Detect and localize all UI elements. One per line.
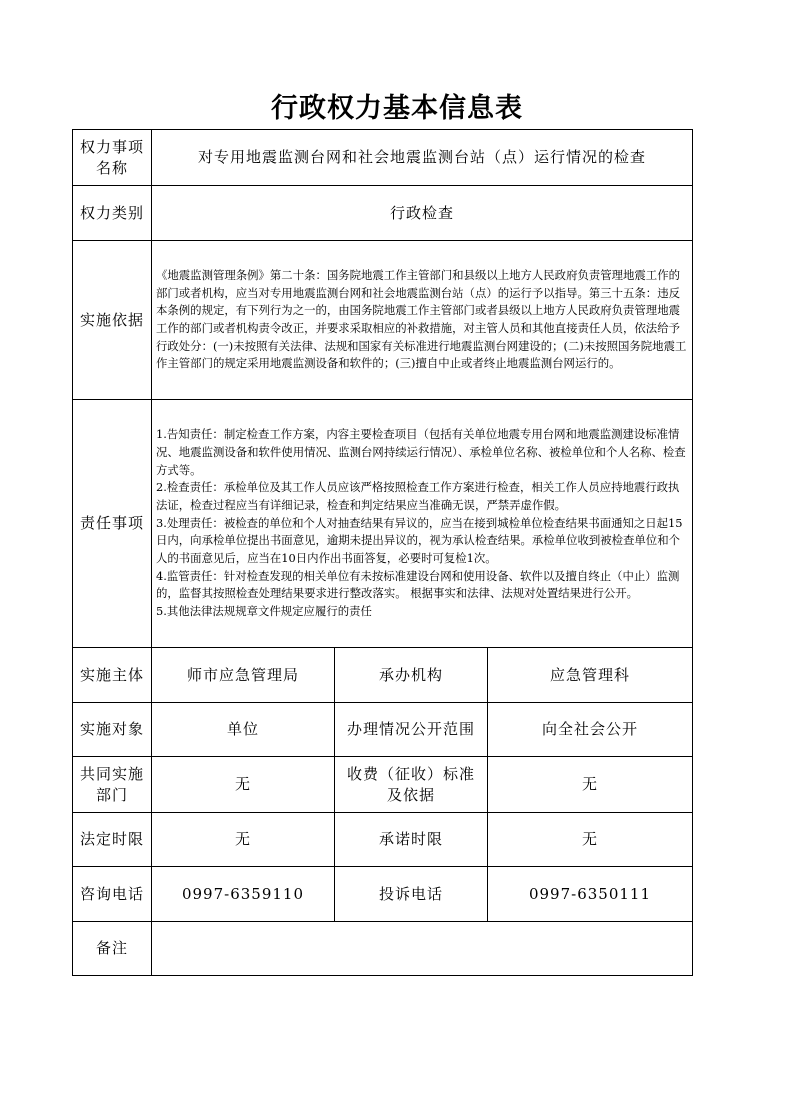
- row-phone: [73, 867, 693, 922]
- value-complaint-phone: 0997-6350111: [488, 867, 693, 922]
- value-fee: 无: [488, 757, 693, 813]
- label-deadline: 法定时限: [73, 813, 152, 867]
- value-duty: [152, 400, 693, 648]
- label-consult-phone: 咨询电话: [73, 867, 152, 922]
- row-duty: [73, 400, 693, 648]
- row-name: [73, 130, 693, 186]
- value-name: 对专用地震监测台网和社会地震监测台站（点）运行情况的检查: [152, 130, 693, 186]
- value-joint: 无: [152, 757, 335, 813]
- label-category: 权力类别: [73, 186, 152, 241]
- label-target: 实施对象: [73, 703, 152, 757]
- label-remark: 备注: [73, 922, 152, 976]
- label-disclosure: 办理情况公开范围: [335, 703, 488, 757]
- row-target: [73, 703, 693, 757]
- row-joint: [73, 757, 693, 813]
- label-promise: 承诺时限: [335, 813, 488, 867]
- value-disclosure: 向全社会公开: [488, 703, 693, 757]
- info-table: [72, 129, 693, 976]
- row-remark: [73, 922, 693, 976]
- page-title: 行政权力基本信息表: [271, 93, 523, 124]
- label-basis: 实施依据: [73, 241, 152, 400]
- row-deadline: [73, 813, 693, 867]
- duty-item: 1.告知责任：制定检查工作方案，内容主要检查项目（包括有关单位地震专用台网和地震监测建设标准情况、地震监测设备和软件使用情况、监测台网持续运行情况）、承检单位名称、被检单位和个人名称、检查方式等。: [156, 427, 686, 477]
- value-subject: 师市应急管理局: [152, 648, 335, 703]
- duty-item: 4.监管责任：针对检查发现的相关单位有未按标准建设台网和使用设备、软件以及擅自终止（中止）监测的，监督其按照检查处理结果要求进行整改落实。 根据事实和法律、法规对处置结果进行公开。: [156, 568, 680, 601]
- label-subject: 实施主体: [73, 648, 152, 703]
- label-agency: 承办机构: [335, 648, 488, 703]
- row-basis: [73, 241, 693, 400]
- row-category: [73, 186, 693, 241]
- label-complaint-phone: 投诉电话: [335, 867, 488, 922]
- value-category: 行政检查: [152, 186, 693, 241]
- duty-item: 5.其他法律法规规章文件规定应履行的责任: [156, 604, 372, 619]
- label-name: 权力事项名称: [73, 130, 152, 186]
- row-subject: [73, 648, 693, 703]
- value-promise: 无: [488, 813, 693, 867]
- duty-item: 2.检查责任：承检单位及其工作人员应该严格按照检查工作方案进行检查，相关工作人员应持地震行政执法证，检查过程应当有详细记录，检查和判定结果应当准确无误，严禁弄虚作假。: [156, 480, 680, 512]
- duty-item: 3.处理责任：被检查的单位和个人对抽查结果有异议的，应当在接到城检单位检查结果书面通知之日起15日内，向承检单位提出书面意见，逾期未提出异议的，视为承认检查结果。承检单位收到被检查单位和个人的书面意见后，应当在10日内作出书面答复，必要时可复检1次。: [156, 515, 683, 566]
- value-basis: 《地震监测管理条例》第二十条：国务院地震工作主管部门和县级以上地方人民政府负责管理地震工作的部门或者机构，应当对专用地震监测台网和社会地震监测台站（点）的运行予以指导。第三十五条：违反本条例的规定，有下列行为之一的，由国务院地震工作主管部门或者县级以上地方人民政府负责管理地震工作的部门或者机构责令改正，并要求采取相应的补救措施，对主管人员和其他直接责任人员，依法给予行政处分：(一)未按照有关法律、法规和国家有关标准进行地震监测台网建设的；(二)未按照国务院地震工作主管部门的规定采用地震监测设备和软件的；(三)擅自中止或者终止地震监测台网运行的。: [152, 241, 693, 400]
- label-fee: 收费（征收）标准及依据: [335, 757, 488, 813]
- value-deadline: 无: [152, 813, 335, 867]
- label-joint: 共同实施部门: [73, 757, 152, 813]
- value-remark: [152, 922, 693, 976]
- value-agency: 应急管理科: [488, 648, 693, 703]
- value-consult-phone: 0997-6359110: [152, 867, 335, 922]
- label-duty: 责任事项: [73, 400, 152, 648]
- value-target: 单位: [152, 703, 335, 757]
